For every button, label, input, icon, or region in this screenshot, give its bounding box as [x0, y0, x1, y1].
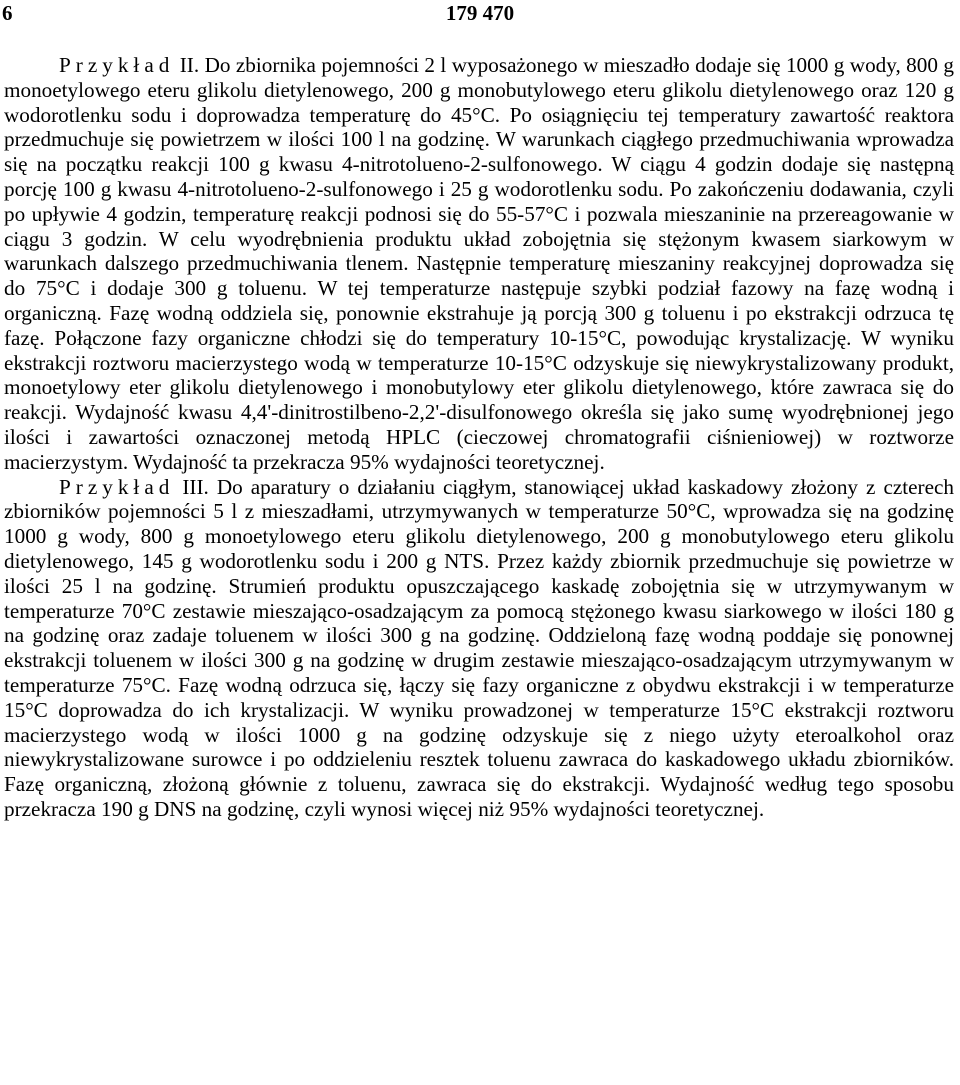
paragraph-text: Do aparatury o działaniu ciągłym, stanowiącej układ kaskadowy złożony z czterech zbiorników pojemności 5 l z mieszadłami, utrzymywanych w temperaturze 50°C, wprowadza się na godzinę 1000 g wody, 800 g monoetylowego eteru glikolu dietylenowego, 200 g monobutylowego eteru glikolu dietylenowego, 145 g wodorotlenku sodu i 200 g NTS. Przez każdy zbiornik przedmuchuje się powietrze w ilości 25 l na godzinę. Strumień produktu opuszczającego kaskadę zobojętnia się w utrzymywanym w temperaturze 70°C zestawie mieszająco-osadzającym za pomocą stężonego kwasu siarkowego w ilości 180 g na godzinę oraz zadaje toluenem w ilości 300 g na godzinę. Oddzieloną fazę wodną poddaje się ponownej ekstrakcji toluenem w ilości 300 g na godzinę w drugim zestawie mieszająco-osadzającym utrzymywanym w temperaturze 75°C. Fazę wodną odrzuca się, łączy się fazy organiczne z obydwu ekstrakcji i w temperaturze 15°C doprowadza do ich krystalizacji. W wyniku prowadzonej w temperaturze 15°C ekstrakcji roztworu macierzystego wodą w ilości 1000 g na godzinę odzyskuje się z niego użyty eteroalkohol oraz niewykrystalizowane surowce i po oddzieleniu resztek toluenu zawraca do kaskadowego układu zbiorników. Fazę organiczną, złożoną głównie z toluenu, zawraca się do ekstrakcji. Wydajność według tego sposobu przekracza 190 g DNS na godzinę, czyli wynosi więcej niż 95% wydajności teoretycznej.	[4, 474, 954, 821]
paragraph-example-3	[4, 475, 954, 822]
example-label: Przykład	[59, 474, 175, 499]
page-number: 6	[2, 1, 13, 25]
example-numeral: II.	[174, 53, 200, 77]
body-text	[4, 53, 954, 822]
example-numeral: III.	[174, 474, 209, 499]
example-label: Przykład	[59, 53, 175, 77]
paragraph-text: Do zbiornika pojemności 2 l wyposażonego w mieszadło dodaje się 1000 g wody, 800 g monoetylowego eteru glikolu dietylenowego, 200 g monobutylowego eteru glikolu dietylenowego oraz 120 g wodorotlenku sodu i doprowadza temperaturę do 45°C. Po osiągnięciu tej temperatury zawartość reaktora przedmuchuje się powietrzem w ilości 100 l na godzinę. W warunkach ciągłego przedmuchiwania wprowadza się na początku reakcji 100 g kwasu 4-nitrotolueno-2-sulfonowego. W ciągu 4 godzin dodaje się następną porcję 100 g kwasu 4-nitrotolueno-2-sulfonowego i 25 g wodorotlenku sodu. Po zakończeniu dodawania, czyli po upływie 4 godzin, temperaturę reakcji podnosi się do 55-57°C i pozwala mieszaninie na przereagowanie w ciągu 3 godzin. W celu wyodrębnienia produktu układ zobojętnia się stężonym kwasem siarkowym w warunkach dalszego przedmuchiwania tlenem. Następnie temperaturę mieszaniny reakcyjnej doprowadza się do 75°C i dodaje 300 g toluenu. W tej temperaturze następuje szybki podział fazowy na fazę wodną i organiczną. Fazę wodną oddziela się, ponownie ekstrahuje ją porcją 300 g toluenu i po ekstrakcji odrzuca tę fazę. Połączone fazy organiczne chłodzi się do temperatury 10-15°C, powodując krystalizację. W wyniku ekstrakcji roztworu macierzystego wodą w temperaturze 10-15°C odzyskuje się niewykrystalizowany produkt, monoetylowy eter glikolu dietylenowego i monobutylowy eter glikolu dietylenowego, które zawraca się do reakcji. Wydajność kwasu 4,4'-dinitrostilbeno-2,2'-disulfonowego określa się jako sumę wyodrębnionej jego ilości i zawartości oznaczonej metodą HPLC (cieczowej chromatografii ciśnieniowej) w roztworze macierzystym. Wydajność ta przekracza 95% wydajności teoretycznej.	[4, 53, 954, 474]
page-header	[0, 0, 960, 26]
patent-number: 179 470	[445, 1, 515, 25]
paragraph-example-2	[4, 53, 954, 475]
